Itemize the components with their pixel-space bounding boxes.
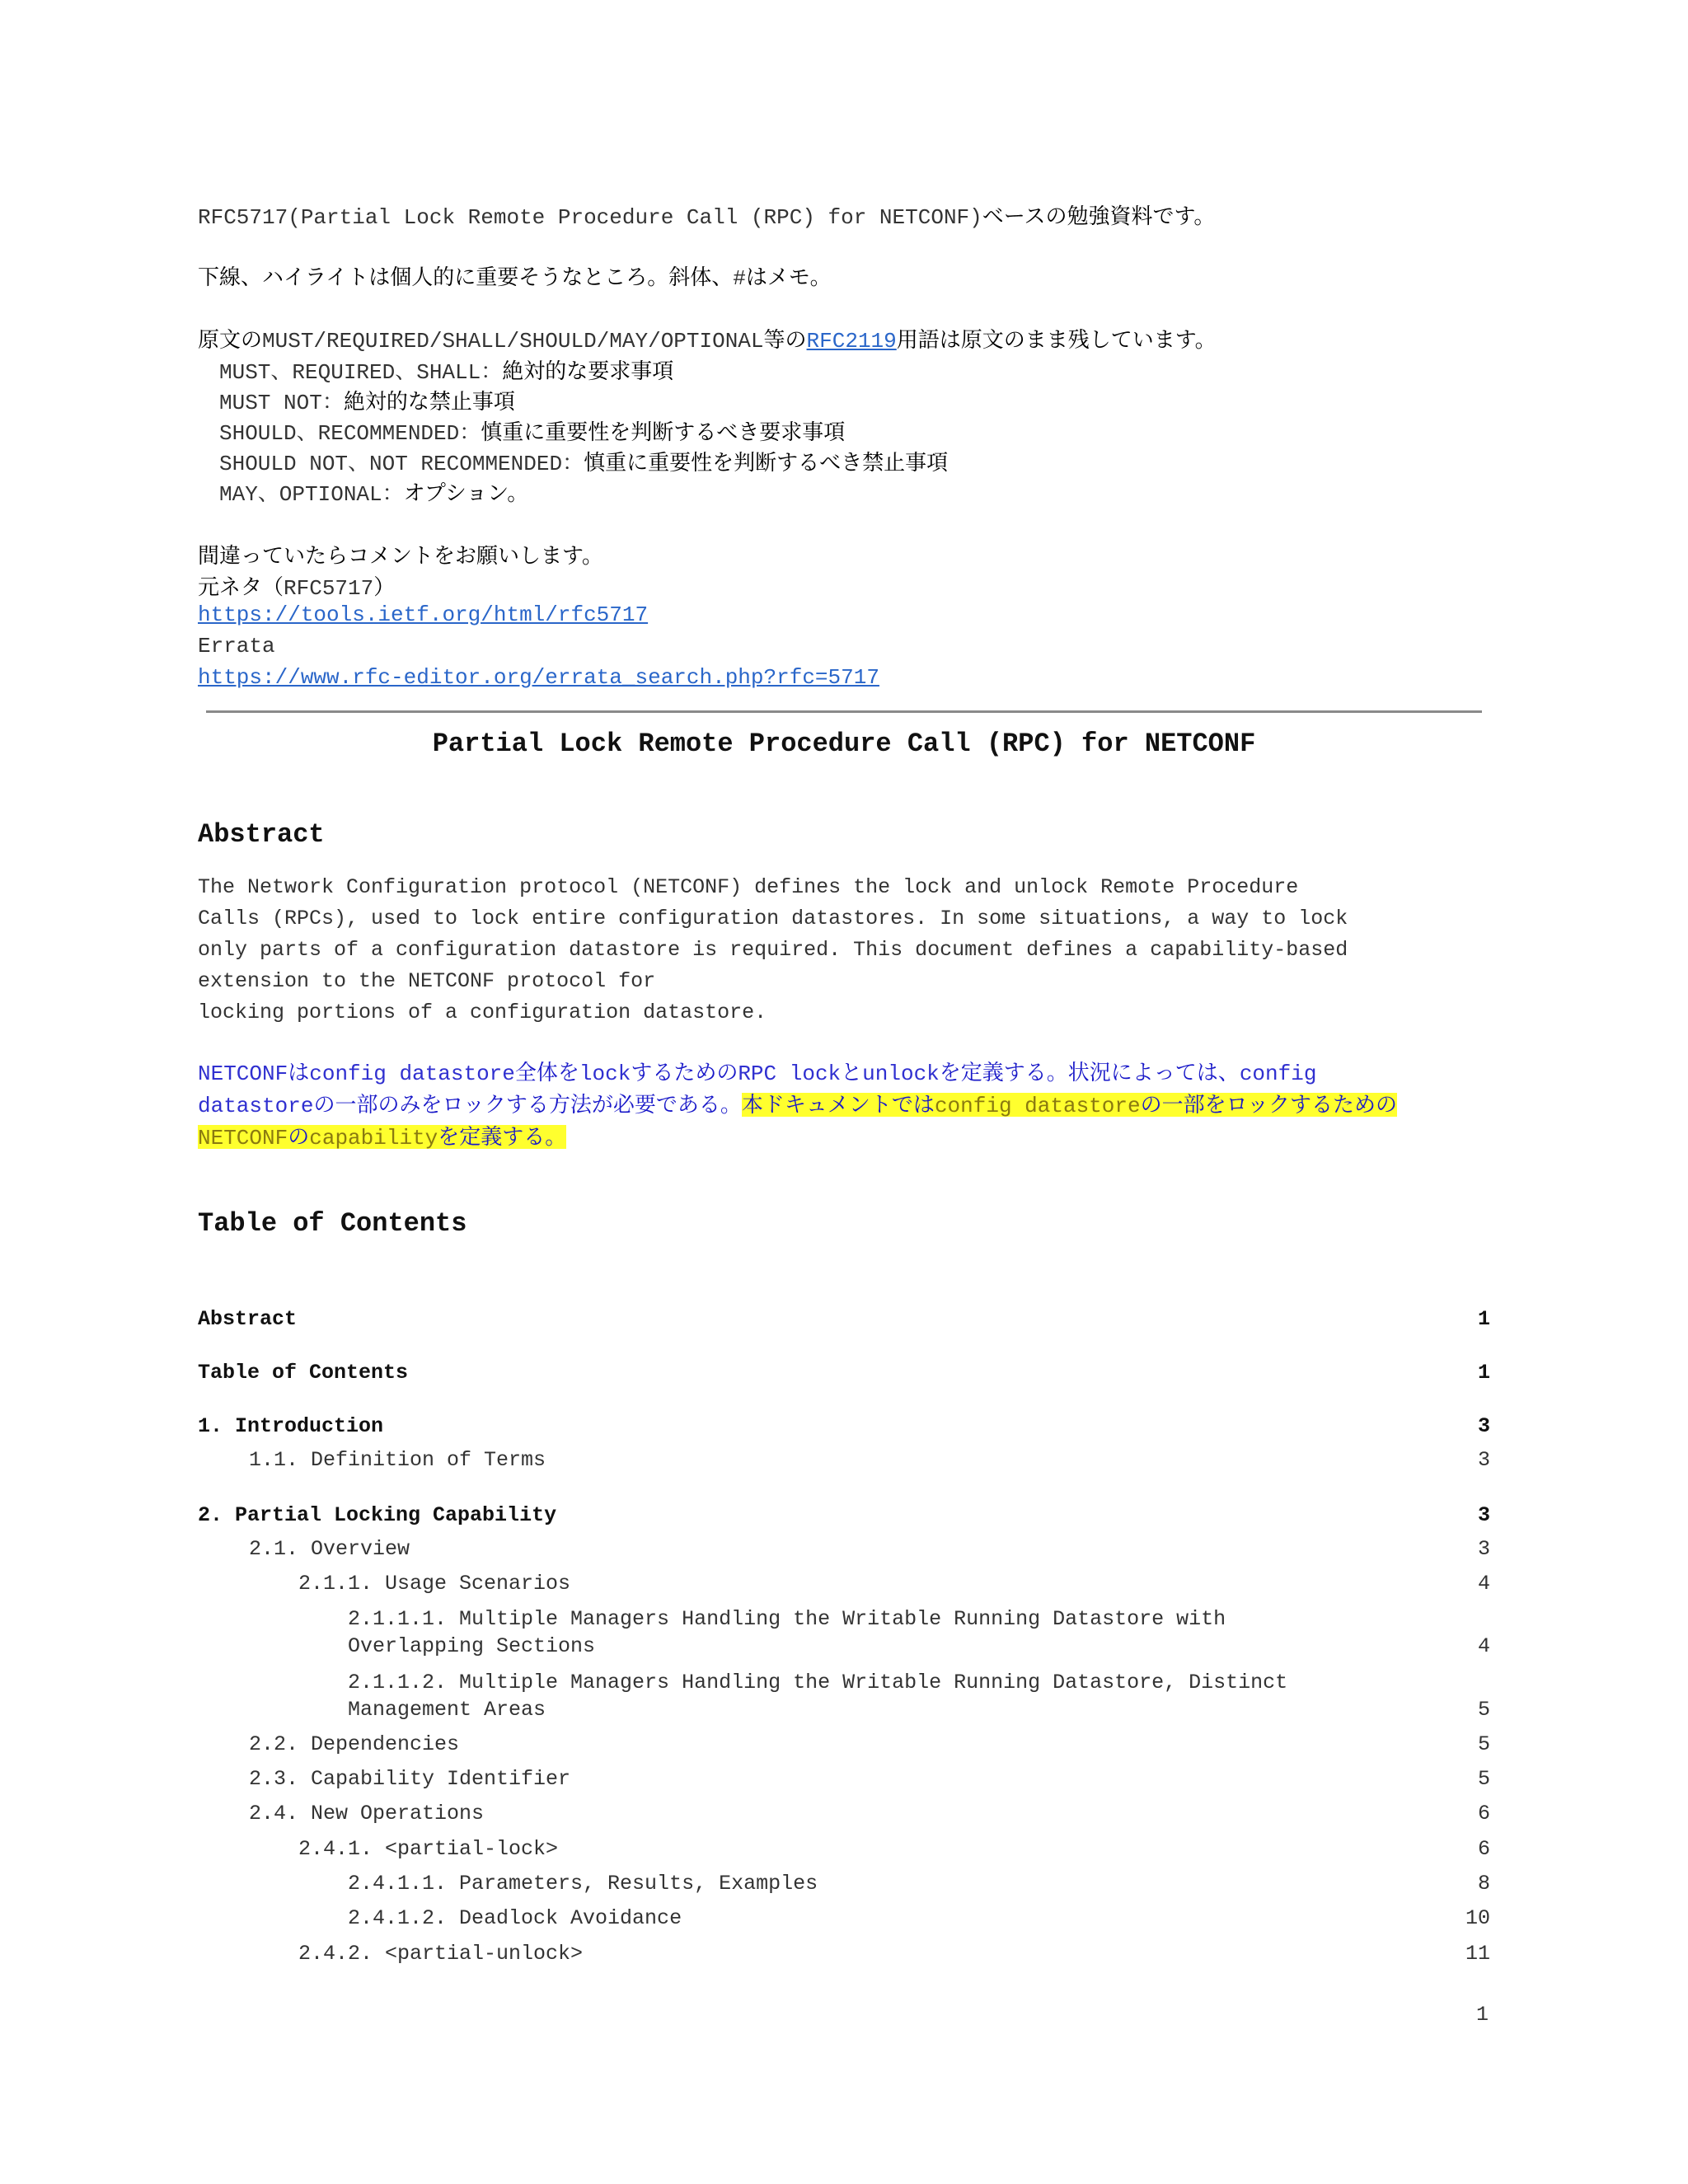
toc-entry-page: 11	[1465, 1942, 1490, 1966]
intro-title-mono: RFC5717(Partial Lock Remote Procedure Call (RPC) for NETCONF)	[198, 205, 982, 230]
source-label-jp: 元ネタ（	[198, 575, 284, 600]
toc-entry[interactable]	[198, 1605, 1490, 1665]
def-term: MAY、OPTIONAL：	[219, 482, 404, 507]
memo-part: lock	[579, 1062, 631, 1086]
def-row	[219, 385, 515, 415]
intro-terms-a: 原文の	[198, 328, 263, 353]
toc-entry[interactable]	[198, 1413, 1490, 1444]
def-term: SHOULD NOT、NOT RECOMMENDED：	[219, 452, 584, 476]
toc-entry-label: 2.1.1.2. Multiple Managers Handling the Writable Running Datastore, Distinct	[348, 1671, 1288, 1694]
toc-entry-page: 3	[1477, 1414, 1490, 1438]
memo-part: 全体を	[514, 1061, 579, 1085]
def-desc: 絶対的な禁止事項	[343, 390, 515, 415]
toc-entry[interactable]	[198, 1800, 1490, 1831]
toc-entry[interactable]	[198, 1905, 1490, 1936]
memo-part: するための	[631, 1061, 738, 1085]
def-desc: オプション。	[403, 481, 529, 506]
comment-request	[198, 539, 603, 569]
toc-entry-label: 1. Introduction	[198, 1414, 384, 1438]
memo-part: unlock	[862, 1062, 940, 1086]
def-desc: 絶対的な要求事項	[502, 359, 674, 384]
toc-entry-page: 4	[1477, 1572, 1490, 1596]
document-title: Partial Lock Remote Procedure Call (RPC) for NETCONF	[432, 729, 1256, 759]
toc-entry-label: 2.1. Overview	[249, 1537, 410, 1561]
toc-entry[interactable]	[198, 1502, 1490, 1533]
horizontal-rule	[206, 710, 1482, 713]
errata-url-link[interactable]: https://www.rfc-editor.org/errata_search.php?rfc=5717	[198, 665, 879, 690]
toc-entry-page: 1	[1477, 1361, 1490, 1385]
toc-entry-page: 5	[1477, 1698, 1490, 1722]
def-row	[219, 446, 948, 476]
toc-entry-label: Abstract	[198, 1307, 298, 1331]
toc-entry-page: 5	[1477, 1732, 1490, 1756]
memo-part: は	[288, 1061, 310, 1085]
toc-entry[interactable]	[198, 1940, 1490, 1971]
memo-highlight-part: の一部をロックするための	[1140, 1093, 1398, 1117]
memo-part: と	[841, 1061, 863, 1085]
intro-terms-mono: MUST/REQUIRED/SHALL/SHOULD/MAY/OPTIONAL	[262, 329, 764, 354]
toc-entry-label: 2.4.2. <partial-unlock>	[298, 1942, 584, 1966]
intro-title-jp: ベースの勉強資料です。	[982, 204, 1216, 229]
toc-entry-label: Table of Contents	[198, 1361, 409, 1385]
toc-entry-label: 2.3. Capability Identifier	[249, 1767, 571, 1791]
memo-highlight-part: capability	[309, 1126, 438, 1151]
abstract-memo	[198, 1057, 1500, 1154]
toc-entry-page: 3	[1477, 1537, 1490, 1561]
memo-part: config	[1239, 1062, 1317, 1086]
source-link-line	[198, 602, 648, 627]
toc-entry-page: 3	[1477, 1503, 1490, 1527]
intro-line-2	[198, 260, 832, 291]
source-label	[198, 570, 395, 601]
toc-entry-label: 2.4.1.2. Deadlock Avoidance	[348, 1906, 682, 1930]
def-term: MUST NOT：	[219, 391, 344, 415]
memo-part: RPC lock	[738, 1062, 842, 1086]
toc-entry-page: 3	[1477, 1448, 1490, 1472]
toc-entry-label: 2.1.1. Usage Scenarios	[298, 1572, 571, 1596]
toc-entry[interactable]	[198, 1535, 1490, 1567]
abstract-text: The Network Configuration protocol (NETCONF) defines the lock and unlock Remote Procedure Calls (RPCs), used to lock entire configuration datastores. In some situations, a way to lock only parts of a configuration datastore is required. This document defines a capability-based extension to the NETCONF protocol for locking portions of a configuration datastore.	[198, 875, 1348, 1024]
errata-link-line	[198, 664, 879, 690]
page-number: 1	[1475, 2003, 1489, 2027]
def-row	[219, 354, 673, 385]
source-label-close: ）	[373, 575, 396, 600]
def-desc: 慎重に重要性を判断するべき要求事項	[481, 420, 846, 445]
intro-line-1	[198, 199, 1215, 230]
highlighted-memo	[198, 1125, 566, 1149]
intro-terms-b: 等の	[763, 328, 807, 353]
toc-entry-page: 6	[1477, 1837, 1490, 1861]
toc-entry-label-cont: Overlapping Sections	[348, 1634, 596, 1658]
memo-part: を定義する。状況によっては、	[939, 1061, 1240, 1085]
memo-part: NETCONF	[198, 1062, 288, 1086]
toc-entry-label: 2.4.1. <partial-lock>	[298, 1837, 559, 1861]
toc-entry-label: 2. Partial Locking Capability	[198, 1503, 557, 1527]
errata-label-line	[198, 633, 275, 658]
def-desc: 慎重に重要性を判断するべき禁止事項	[584, 451, 949, 476]
def-term: SHOULD、RECOMMENDED：	[219, 421, 481, 446]
memo-highlight-part: の	[288, 1125, 310, 1149]
toc-entry[interactable]	[198, 1446, 1490, 1478]
toc-entry-page: 8	[1477, 1872, 1490, 1896]
abstract-heading: Abstract	[198, 819, 325, 850]
toc-entry[interactable]	[198, 1835, 1490, 1867]
toc-entry[interactable]	[198, 1765, 1490, 1797]
toc-entry-label-cont: Management Areas	[348, 1698, 546, 1722]
source-url-link[interactable]: https://tools.ietf.org/html/rfc5717	[198, 602, 649, 627]
intro-note-b: はメモ。	[745, 265, 832, 290]
toc-entry[interactable]	[198, 1359, 1490, 1390]
toc-entry[interactable]	[198, 1669, 1490, 1728]
memo-part: config datastore	[309, 1062, 515, 1086]
toc-entry-page: 10	[1465, 1906, 1490, 1930]
toc-entry-page: 1	[1477, 1307, 1490, 1331]
toc-entry[interactable]	[198, 1570, 1490, 1601]
toc-entry-page: 5	[1477, 1767, 1490, 1791]
memo-highlight-part: config datastore	[934, 1094, 1141, 1118]
toc-entry-label: 2.1.1.1. Multiple Managers Handling the Writable Running Datastore with	[348, 1607, 1226, 1631]
memo-part: datastore	[198, 1094, 314, 1118]
toc-heading: Table of Contents	[198, 1208, 467, 1239]
memo-part: の一部のみをロックする方法が必要である。	[313, 1093, 742, 1117]
toc-entry-page: 4	[1477, 1634, 1490, 1658]
intro-note-hash: #	[733, 266, 746, 291]
def-term: MUST、REQUIRED、SHALL：	[219, 360, 503, 385]
toc-entry-label: 1.1. Definition of Terms	[249, 1448, 546, 1472]
def-row	[219, 476, 528, 507]
toc-entry-label: 2.2. Dependencies	[249, 1732, 460, 1756]
toc-entry-page: 6	[1477, 1802, 1490, 1825]
intro-note-a: 下線、ハイライトは個人的に重要そうなところ。斜体、	[198, 265, 734, 290]
comment-text: 間違っていたらコメントをお願いします。	[198, 544, 603, 569]
def-row	[219, 415, 845, 446]
toc-entry[interactable]	[198, 1731, 1490, 1762]
intro-line-3	[198, 323, 1217, 354]
memo-highlight-part: 本ドキュメントでは	[741, 1093, 935, 1117]
highlighted-memo	[742, 1093, 1397, 1117]
intro-terms-c: 用語は原文のまま残しています。	[896, 328, 1217, 353]
toc-entry-label: 2.4. New Operations	[249, 1802, 485, 1825]
source-label-mono: RFC5717	[284, 576, 374, 601]
toc-entry-label: 2.4.1.1. Parameters, Results, Examples	[348, 1872, 818, 1896]
rfc2119-link[interactable]: RFC2119	[806, 329, 897, 354]
errata-label: Errata	[198, 634, 275, 658]
memo-highlight-part: を定義する。	[438, 1125, 567, 1149]
memo-highlight-part: NETCONF	[198, 1126, 288, 1151]
toc-entry[interactable]	[198, 1870, 1490, 1901]
toc-entry[interactable]	[198, 1305, 1490, 1337]
